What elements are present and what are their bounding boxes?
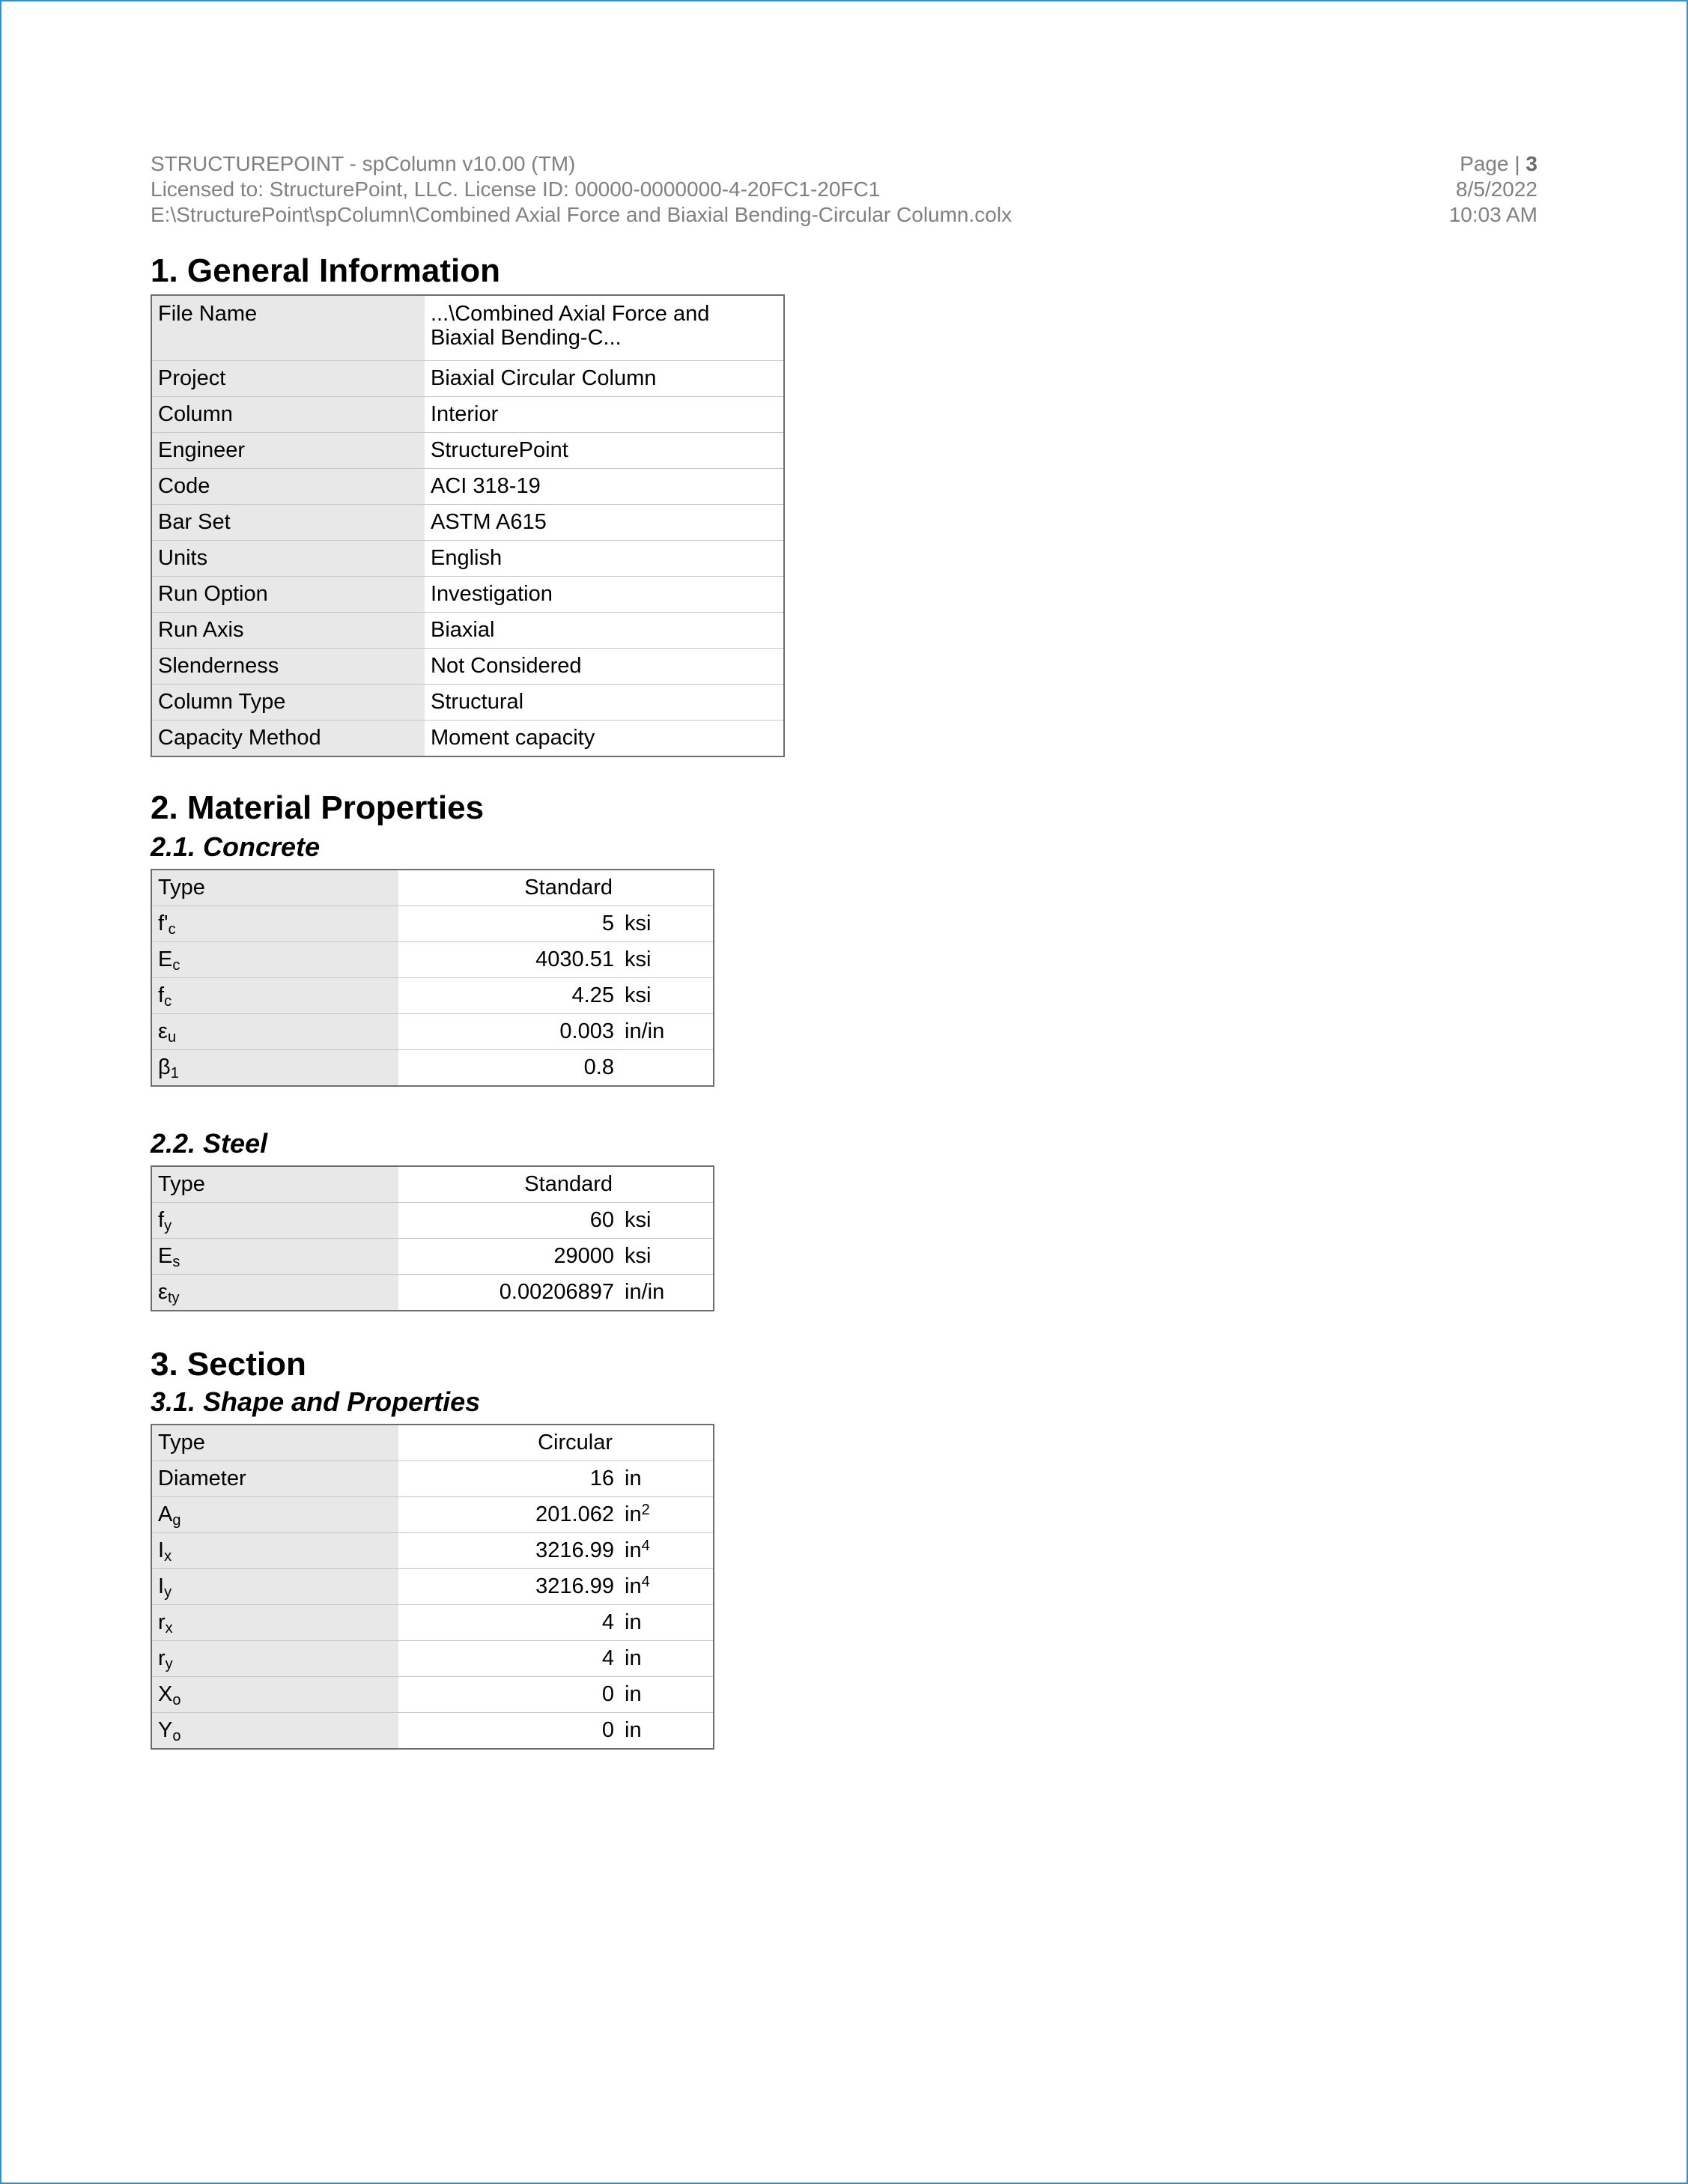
table-row (151, 685, 784, 721)
shape-properties-table (151, 1424, 714, 1750)
header-file-path: E:\StructurePoint\spColumn\Combined Axial Force and Biaxial Bending-Circular Column.colx (151, 203, 1013, 226)
property-symbol: $X_o$ (151, 1677, 398, 1713)
property-symbol: $\varepsilon_{ty}$ (151, 1275, 398, 1311)
property-symbol: $r_y$ (151, 1641, 398, 1677)
diameter-label: Diameter (151, 1461, 398, 1497)
table-row (151, 870, 714, 906)
header-license-line: Licensed to: StructurePoint, LLC. License ID: 00000-0000000-4-20FC1-20FC1 (151, 178, 881, 201)
property-value: 201.062 (398, 1497, 617, 1533)
row-value: StructurePoint (425, 433, 784, 469)
table-row (151, 295, 784, 361)
property-value: 4 (398, 1605, 617, 1641)
property-symbol: $f'_c$ (151, 906, 398, 942)
table-row (151, 1275, 714, 1311)
table-row (151, 721, 784, 757)
property-value: 0.003 (398, 1014, 617, 1050)
type-label: Type (151, 1166, 398, 1203)
row-value: English (425, 541, 784, 577)
type-label: Type (151, 870, 398, 906)
type-value: Standard (524, 876, 613, 900)
file-name-line-2: Biaxial Bending-C... (431, 326, 622, 350)
table-row (151, 1605, 714, 1641)
table-row (151, 978, 714, 1014)
property-symbol: $Y_o$ (151, 1713, 398, 1750)
table-row (151, 1203, 714, 1239)
table-row (151, 433, 784, 469)
property-symbol: $f_c$ (151, 978, 398, 1014)
report-time: 10:03 AM (1448, 203, 1537, 226)
steel-table (151, 1165, 714, 1311)
row-label: Bar Set (151, 505, 425, 541)
row-value: Moment capacity (425, 721, 784, 757)
row-label: Code (151, 469, 425, 505)
property-value: 5 (398, 906, 617, 942)
report-date: 8/5/2022 (1456, 178, 1537, 201)
table-row (151, 361, 784, 397)
table-row (151, 1569, 714, 1605)
row-label: Run Axis (151, 613, 425, 649)
property-symbol: $E_s$ (151, 1239, 398, 1275)
property-value: 4030.51 (398, 942, 617, 978)
table-row (151, 397, 784, 433)
table-row (151, 1713, 714, 1750)
property-symbol: $f_y$ (151, 1203, 398, 1239)
table-row (151, 1050, 714, 1087)
table-row (151, 613, 784, 649)
steel-subtitle: 2.2. Steel (151, 1128, 268, 1159)
file-name-line-1: ...\Combined Axial Force and (431, 302, 710, 326)
property-unit: ksi (617, 1203, 714, 1239)
property-symbol: $\beta_1$ (151, 1050, 398, 1087)
general-info-title: 1. General Information (151, 252, 500, 289)
row-value: Interior (425, 397, 784, 433)
table-row (151, 1641, 714, 1677)
property-value: 29000 (398, 1239, 617, 1275)
row-value: Structural (425, 685, 784, 721)
shape-subtitle: 3.1. Shape and Properties (151, 1386, 481, 1417)
row-label: Project (151, 361, 425, 397)
property-unit: in (617, 1605, 714, 1641)
property-value: 0 (398, 1713, 617, 1750)
row-value: Biaxial Circular Column (425, 361, 784, 397)
row-label: Capacity Method (151, 721, 425, 757)
property-unit (617, 1050, 714, 1087)
table-row (151, 1461, 714, 1497)
row-value (425, 295, 784, 361)
general-info-table (151, 294, 785, 757)
table-row (151, 577, 784, 613)
diameter-value: 16 (398, 1461, 617, 1497)
type-value: Circular (538, 1431, 613, 1455)
row-label: Units (151, 541, 425, 577)
property-unit: $in^4$ (617, 1533, 714, 1569)
row-label: File Name (151, 295, 425, 361)
property-value: 3216.99 (398, 1533, 617, 1569)
property-symbol: $r_x$ (151, 1605, 398, 1641)
table-row (151, 649, 784, 685)
section-title: 3. Section (151, 1346, 306, 1383)
row-label: Engineer (151, 433, 425, 469)
table-row (151, 1166, 714, 1203)
page-indicator (1449, 151, 1537, 177)
row-label: Run Option (151, 577, 425, 613)
table-row (151, 1677, 714, 1713)
table-row (151, 906, 714, 942)
property-unit: in (617, 1713, 714, 1750)
table-row (151, 1533, 714, 1569)
table-row (151, 1497, 714, 1533)
property-unit: in (617, 1677, 714, 1713)
property-value: 4.25 (398, 978, 617, 1014)
property-unit: $in^4$ (617, 1569, 714, 1605)
property-unit: in/in (617, 1275, 714, 1311)
property-symbol: $I_x$ (151, 1533, 398, 1569)
report-header-left (151, 151, 1012, 228)
row-value: Investigation (425, 577, 784, 613)
property-unit: ksi (617, 942, 714, 978)
table-row (151, 469, 784, 505)
material-properties-title: 2. Material Properties (151, 789, 485, 826)
table-row (151, 505, 784, 541)
concrete-table (151, 869, 714, 1087)
property-unit: in (617, 1641, 714, 1677)
row-value: Not Considered (425, 649, 784, 685)
table-row (151, 1239, 714, 1275)
row-value: Biaxial (425, 613, 784, 649)
table-row (151, 1014, 714, 1050)
table-row (151, 1425, 714, 1461)
property-symbol: $\varepsilon_u$ (151, 1014, 398, 1050)
row-label: Column Type (151, 685, 425, 721)
property-value: 60 (398, 1203, 617, 1239)
table-row (151, 541, 784, 577)
property-value: 4 (398, 1641, 617, 1677)
property-unit: in/in (617, 1014, 714, 1050)
property-value: 0.00206897 (398, 1275, 617, 1311)
header-program-line: STRUCTUREPOINT - spColumn v10.00 (TM) (151, 152, 576, 175)
type-label: Type (151, 1425, 398, 1461)
concrete-subtitle: 2.1. Concrete (151, 831, 321, 862)
page-label: Page | (1460, 152, 1526, 175)
table-row (151, 942, 714, 978)
property-unit: $in^2$ (617, 1497, 714, 1533)
diameter-unit: in (617, 1461, 714, 1497)
property-unit: ksi (617, 1239, 714, 1275)
row-label: Column (151, 397, 425, 433)
row-value: ACI 318-19 (425, 469, 784, 505)
type-value: Standard (524, 1172, 613, 1196)
property-symbol: $A_g$ (151, 1497, 398, 1533)
report-header-right (1449, 151, 1537, 228)
property-symbol: $E_c$ (151, 942, 398, 978)
row-label: Slenderness (151, 649, 425, 685)
page-number: 3 (1525, 152, 1537, 175)
row-value: ASTM A615 (425, 505, 784, 541)
property-value: 0.8 (398, 1050, 617, 1087)
property-unit: ksi (617, 978, 714, 1014)
property-value: 0 (398, 1677, 617, 1713)
property-symbol: $I_y$ (151, 1569, 398, 1605)
property-value: 3216.99 (398, 1569, 617, 1605)
property-unit: ksi (617, 906, 714, 942)
